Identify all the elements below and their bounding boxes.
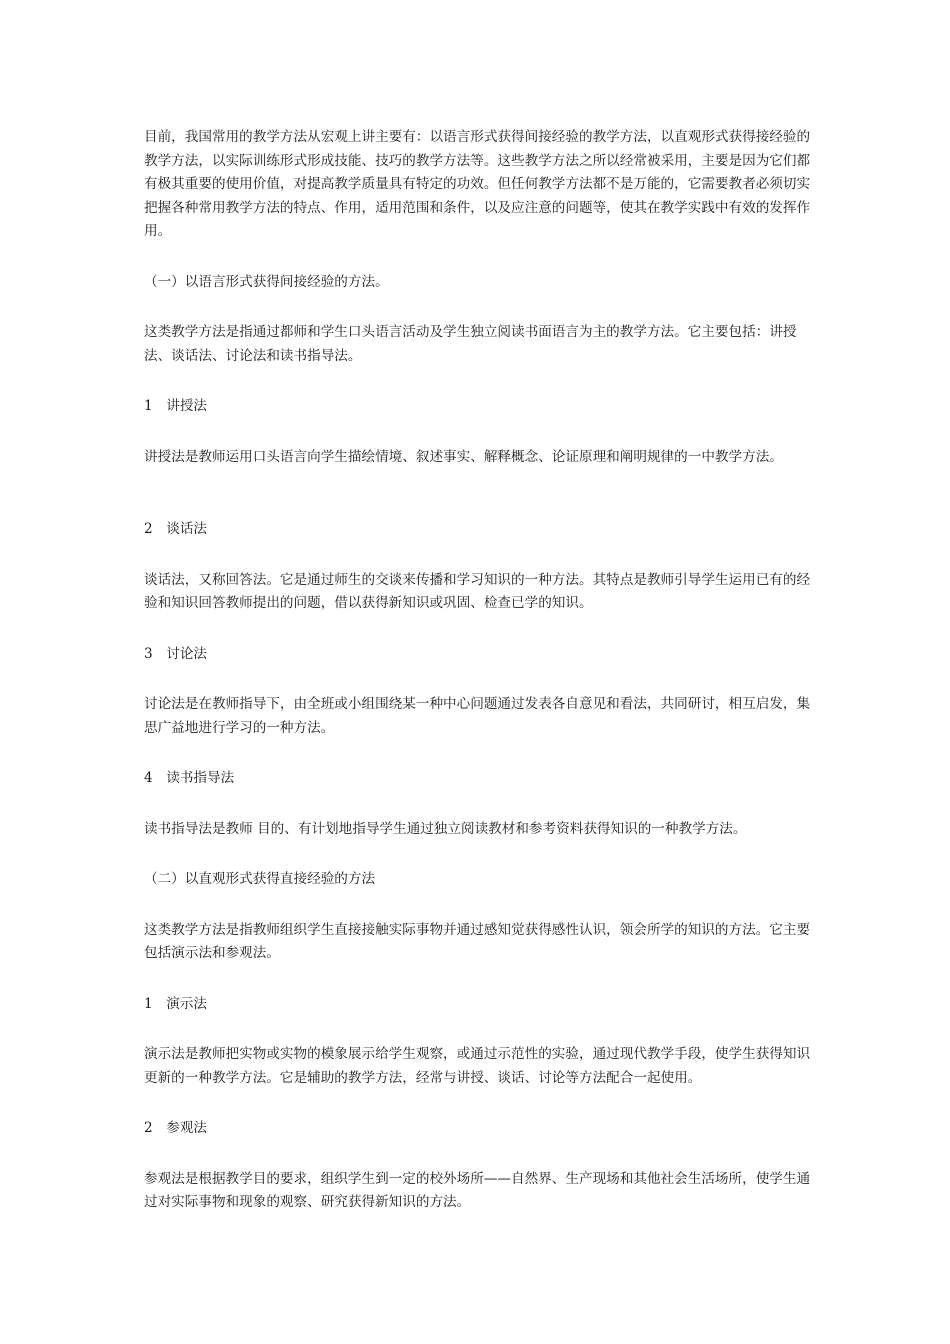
intro-paragraph: 目前，我国常用的教学方法从宏观上讲主要有：以语言形式获得间接经验的教学方法，以直观形式获得接经验的教学方法，以实际训练形式形成技能、技巧的教学方法等。这些教学方法之所以经常被采用，主要是因为它们都有极其重要的使用价值，对提高教学质量具有特定的功效。但任何教学方法都不是万能的，它需要教者必须切实把握各种常用教学方法的特点、作用，适用范围和条件，以及应注意的问题等，使其在教学实践中有效的发挥作用。 bbox=[144, 129, 811, 239]
reading-guidance-description: 读书指导法是教师 目的、有计划地指导学生通过独立阅读教材和参考资料获得知识的一种教学方法。 bbox=[144, 820, 747, 837]
conversation-method-description: 谈话法，又称回答法。它是通过师生的交谈来传播和学习知识的一种方法。其特点是教师引导学生运用已有的经验和知识回答教师提出的问题，借以获得新知识或巩固、检查已学的知识。 bbox=[144, 571, 811, 611]
conversation-method-heading: 2 谈话法 bbox=[144, 521, 208, 537]
discussion-method-heading: 3 讨论法 bbox=[144, 645, 208, 662]
visit-method-heading: 2 参观法 bbox=[144, 1120, 208, 1136]
lecture-method-description: 讲授法是教师运用口头语言向学生描绘情境、叙述事实、解释概念、论证原理和阐明规律的一中教学方法。 bbox=[144, 448, 783, 465]
reading-guidance-heading: 4 读书指导法 bbox=[144, 770, 235, 786]
section-2-description: 这类教学方法是指教师组织学生直接接触实际事物并通过感知觉获得感性认识，领会所学的知识的方法。它主要包括演示法和参观法。 bbox=[144, 921, 811, 961]
section-1-heading: （一）以语言形式获得间接经验的方法。 bbox=[144, 273, 389, 290]
lecture-method-heading: 1 讲授法 bbox=[144, 398, 208, 414]
demonstration-method-heading: 1 演示法 bbox=[144, 995, 208, 1012]
section-2-heading: （二）以直观形式获得直接经验的方法 bbox=[144, 871, 376, 887]
demonstration-method-description: 演示法是教师把实物或实物的模象展示给学生观察，或通过示范性的实验，通过现代教学手段，使学生获得知识更新的一种教学方法。它是辅助的教学方法，经常与讲授、谈话、讨论等方法配合一起使用。 bbox=[144, 1046, 811, 1086]
document-body bbox=[144, 126, 814, 1215]
section-1-description: 这类教学方法是指通过都师和学生口头语言活动及学生独立阅读书面语言为主的教学方法。它主要包括：讲授法、谈话法、讨论法和读书指导法。 bbox=[144, 324, 797, 364]
visit-method-description: 参观法是根据教学目的要求，组织学生到一定的校外场所——自然界、生产现场和其他社会生活场所，使学生通过对实际事物和现象的观察、研究获得新知识的方法。 bbox=[144, 1170, 811, 1210]
discussion-method-description: 讨论法是在教师指导下，由全班或小组围绕某一种中心问题通过发表各自意见和看法，共同研讨，相互启发，集思广益地进行学习的一种方法。 bbox=[144, 696, 811, 736]
